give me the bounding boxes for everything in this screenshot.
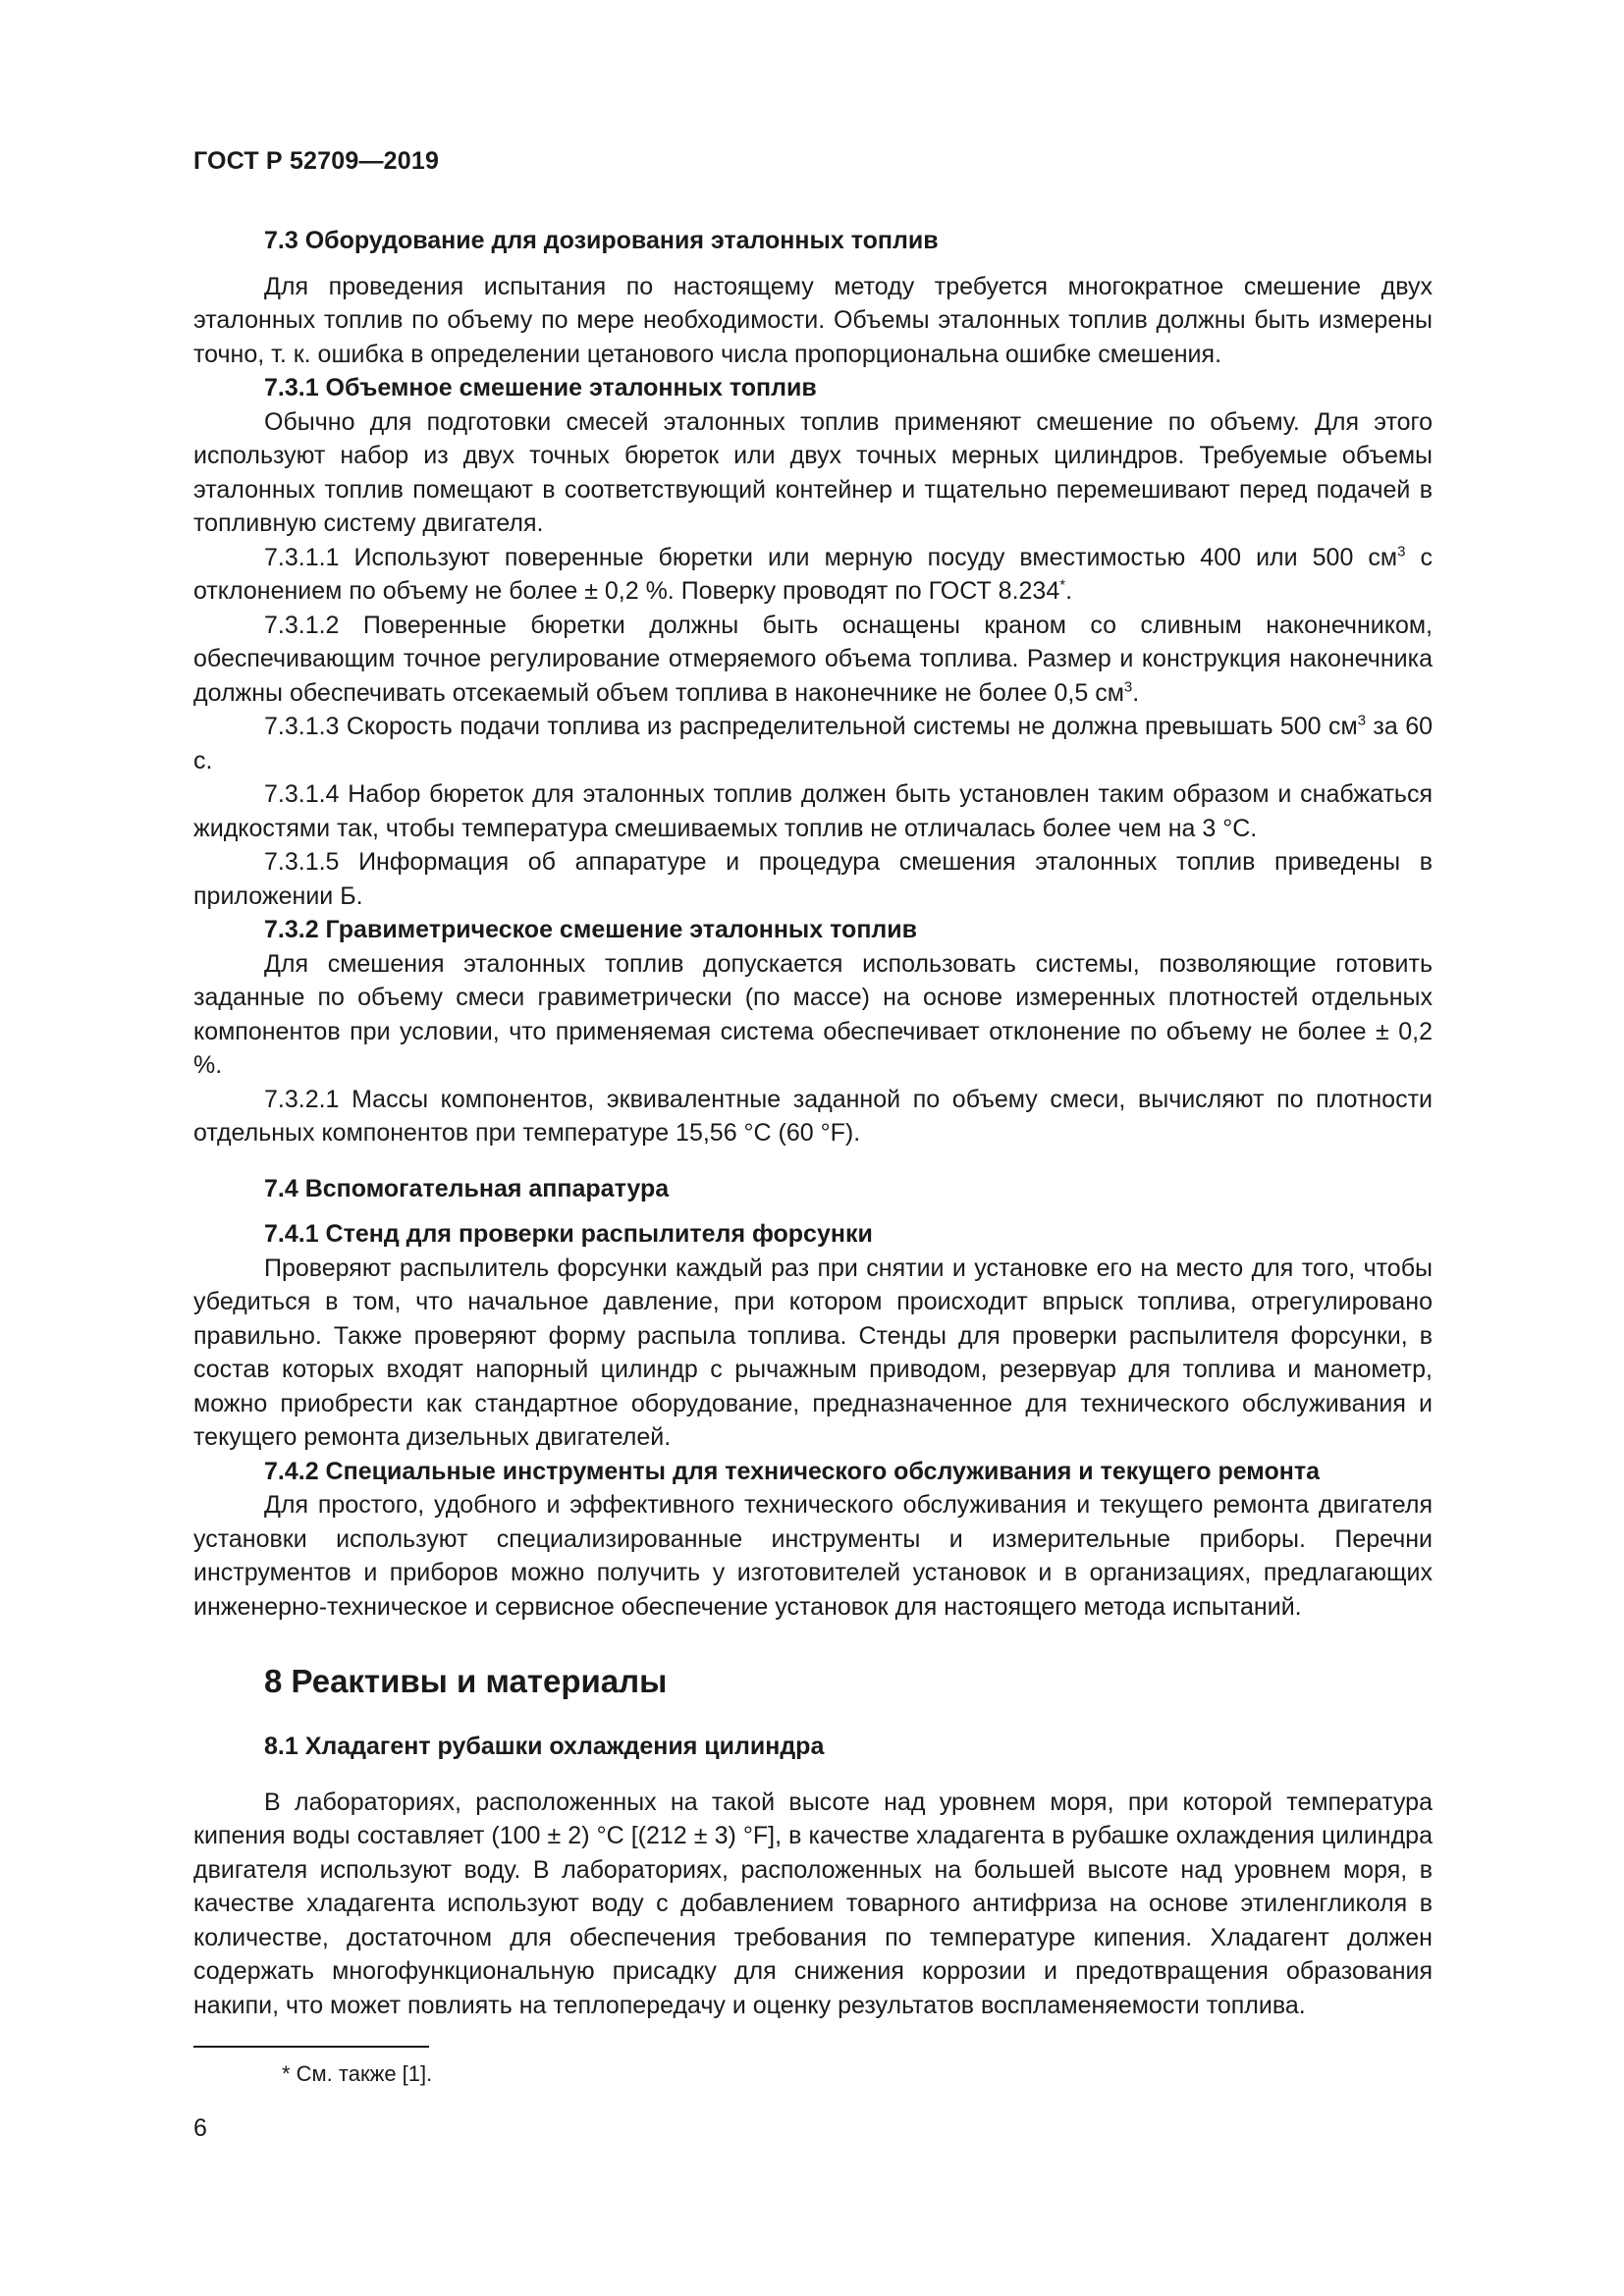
footnote-ref: * — [1059, 576, 1066, 594]
paragraph: Для смешения эталонных топлив допускается использовать системы, позволяющие готовить заданные по объему смеси гравиметрически (по массе) на основе измеренных плотностей отдельных компонентов при условии, что применяемая система обеспечивает отклонение по объему не более ± 0,2 %. — [193, 949, 1433, 1079]
paragraph-7-3-1-3: 7.3.1.3 Скорость подачи топлива из распределительной системы не должна превышать 500 $см^3$ за 60 с. — [193, 712, 1433, 774]
section-7-4-heading: 7.4 Вспомогательная аппаратура — [264, 1174, 670, 1202]
paragraph: Обычно для подготовки смесей эталонных топлив применяют смешение по объему. Для этого используют набор из двух точных бюреток или двух точных мерных цилиндров. Требуемые объемы эталонных топлив помещают в соответствующий контейнер и тщательно перемешивают перед подачей в топливную систему двигателя. — [193, 407, 1433, 537]
section-7-4-2-heading: 7.4.2 Специальные инструменты для технического обслуживания и текущего ремонта — [264, 1457, 1320, 1485]
paragraph-7-3-1-5: 7.3.1.5 Информация об аппаратуре и процедура смешения эталонных топлив приведены в приложении Б. — [193, 848, 1433, 910]
section-8-1-heading: 8.1 Хладагент рубашки охлаждения цилиндра — [264, 1733, 825, 1760]
paragraph-7-3-2-1: 7.3.2.1 Массы компонентов, эквивалентные заданной по объему смеси, вычисляют по плотности отдельных компонентов при температуре 15,56 °С (60 °F). — [193, 1085, 1433, 1147]
paragraph: Проверяют распылитель форсунки каждый раз при снятии и установке его на место для того, чтобы убедиться в том, что начальное давление, при котором происходит впрыск топлива, отрегулировано правильно. Также проверяют форму распыла топлива. Стенды для проверки распылителя форсунки, в состав которых входят напорный цилиндр с рычажным приводом, резервуар для топлива и манометр, можно приобрести как стандартное оборудование, предназначенное для технического обслуживания и текущего ремонта дизельных двигателей. — [193, 1254, 1433, 1451]
paragraph: В лабораториях, расположенных на такой высоте над уровнем моря, при которой температура кипения воды составляет (100 ± 2) °С [(212 ± 3) °F], в качестве хладагента в рубашке охлаждения цилиндра двигателя используют воду. В лабораториях, расположенных на большей высоте над уровнем моря, в качестве хладагента используют воду с добавлением товарного антифриза на основе этиленгликоля в количестве, достаточном для обеспечения требования по температуре кипения. Хладагент должен содержать многофункциональную присадку для снижения коррозии и предотвращения образования накипи, что может повлиять на теплопередачу и оценку результатов воспламеняемости топлива. — [193, 1788, 1433, 2019]
page-content — [193, 224, 1433, 2022]
paragraph-7-3-1-2: 7.3.1.2 Поверенные бюретки должны быть оснащены краном со сливным наконечником, обеспечивающим точное регулирование отмеряемого объема топлива. Размер и конструкция наконечника должны обеспечивать отсекаемый объем топлива в наконечнике не более 0,5 $см^3$. — [193, 611, 1433, 707]
section-8-heading: 8 Реактивы и материалы — [264, 1663, 668, 1699]
paragraph: Для простого, удобного и эффективного технического обслуживания и текущего ремонта двигателя установки используют специализированные инструменты и измерительные приборы. Перечни инструментов и приборов можно получить у изготовителей установок и в организациях, предлагающих инженерно-техническое и сервисное обеспечение установок для настоящего метода испытаний. — [193, 1491, 1433, 1621]
section-7-3-2-heading: 7.3.2 Гравиметрическое смешение эталонных топлив — [264, 916, 918, 943]
section-7-4-1-heading: 7.4.1 Стенд для проверки распылителя форсунки — [264, 1220, 873, 1248]
section-7-3-1-heading: 7.3.1 Объемное смешение эталонных топлив — [264, 374, 817, 401]
document-code: ГОСТ Р 52709—2019 — [193, 147, 440, 175]
page-number: 6 — [193, 2114, 207, 2142]
paragraph-7-3-1-4: 7.3.1.4 Набор бюреток для эталонных топлив должен быть установлен таким образом и снабжаться жидкостями так, чтобы температура смешиваемых топлив не отличалась более чем на 3 °С. — [193, 780, 1433, 842]
paragraph: Для проведения испытания по настоящему методу требуется многократное смешение двух эталонных топлив по объему по мере необходимости. Объемы эталонных топлив должны быть измерены точно, т. к. ошибка в определении цетанового числа пропорциональна ошибке смешения. — [193, 272, 1433, 368]
footnote-divider — [193, 2046, 429, 2048]
section-7-3-heading: 7.3 Оборудование для дозирования эталонных топлив — [264, 227, 939, 254]
paragraph-7-3-1-1: 7.3.1.1 Используют поверенные бюретки или мерную посуду вместимостью 400 или 500 $см^3$ с отклонением по объему не более ± 0,2 %. Поверку проводят по ГОСТ 8.234*. — [193, 543, 1433, 605]
footnote: * См. также [1]. — [282, 2061, 433, 2086]
